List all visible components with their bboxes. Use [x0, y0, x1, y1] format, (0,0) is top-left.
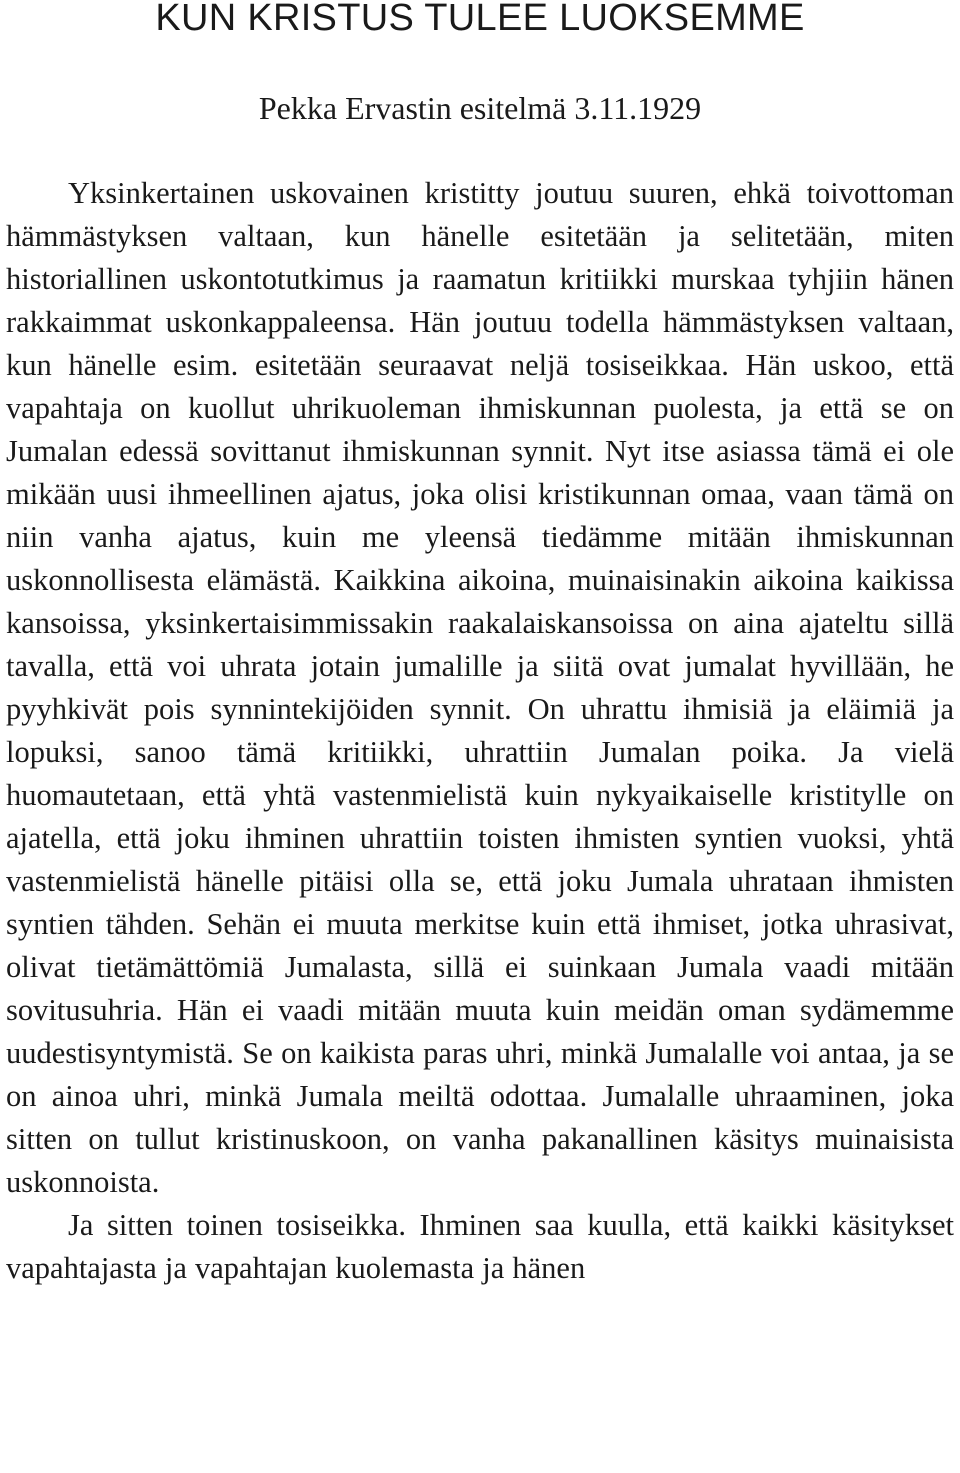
- paragraph-2: Ja sitten toinen tosiseikka. Ihminen saa kuulla, että kaikki käsitykset vapahtajasta ja vapahtajan kuolemasta ja hänen: [6, 1208, 954, 1285]
- document-body: [6, 172, 954, 1290]
- document-subtitle: Pekka Ervastin esitelmä 3.11.1929: [258, 90, 702, 126]
- paragraph-1: Yksinkertainen uskovainen kristitty joutuu suuren, ehkä toivottoman hämmästyksen valtaan, kun hänelle esitetään ja selitetään, miten historiallinen uskontotutkimus ja raamatun kritiikki murskaa tyhjiin hänen rakkaimmat uskonkappaleensa. Hän joutuu todella hämmästyksen valtaan, kun hänelle esim. esitetään seuraavat neljä tosiseikkaa. Hän uskoo, että vapahtaja on kuollut uhrikuoleman ihmiskunnan puolesta, ja että se on Jumalan edessä sovittanut ihmiskunnan synnit. Nyt itse asiassa tämä ei ole mikään uusi ihmeellinen ajatus, joka olisi kristikunnan omaa, vaan tämä on niin vanha ajatus, kuin me yleensä tiedämme mitään ihmiskunnan uskonnollisesta elämästä. Kaikkina aikoina, muinaisinakin aikoina kaikissa kansoissa, yksinkertaisimmissakin raakalaiskansoissa on aina ajateltu sillä tavalla, että voi uhrata jotain jumalille ja siitä ovat jumalat hyvillään, he pyyhkivät pois synnintekijöiden synnit. On uhrattu ihmisiä ja eläimiä ja lopuksi, sanoo tämä kritiikki, uhrattiin Jumalan poika. Ja vielä huomautetaan, että yhtä vastenmielistä kuin nykyaikaiselle kristitylle on ajatella, että joku ihminen uhrattiin toisten ihmisten syntien vuoksi, yhtä vastenmielistä hänelle pitäisi olla se, että joku Jumala uhrataan ihmisten syntien tähden. Sehän ei muuta merkitse kuin että ihmiset, jotka uhrasivat, olivat tietämättömiä Jumalasta, sillä ei suinkaan Jumala vaadi mitään sovitusuhria. Hän ei vaadi mitään muuta kuin meidän oman sydämemme uudestisyntymistä. Se on kaikista paras uhri, minkä Jumalalle voi antaa, ja se on ainoa uhri, minkä Jumala meiltä odottaa. Jumalalle uhraaminen, joka sitten on tullut kristinuskoon, on vanha pakanallinen käsitys muinaisista uskonnoista.: [6, 176, 954, 1199]
- document-title: KUN KRISTUS TULEE LUOKSEMME: [155, 0, 805, 39]
